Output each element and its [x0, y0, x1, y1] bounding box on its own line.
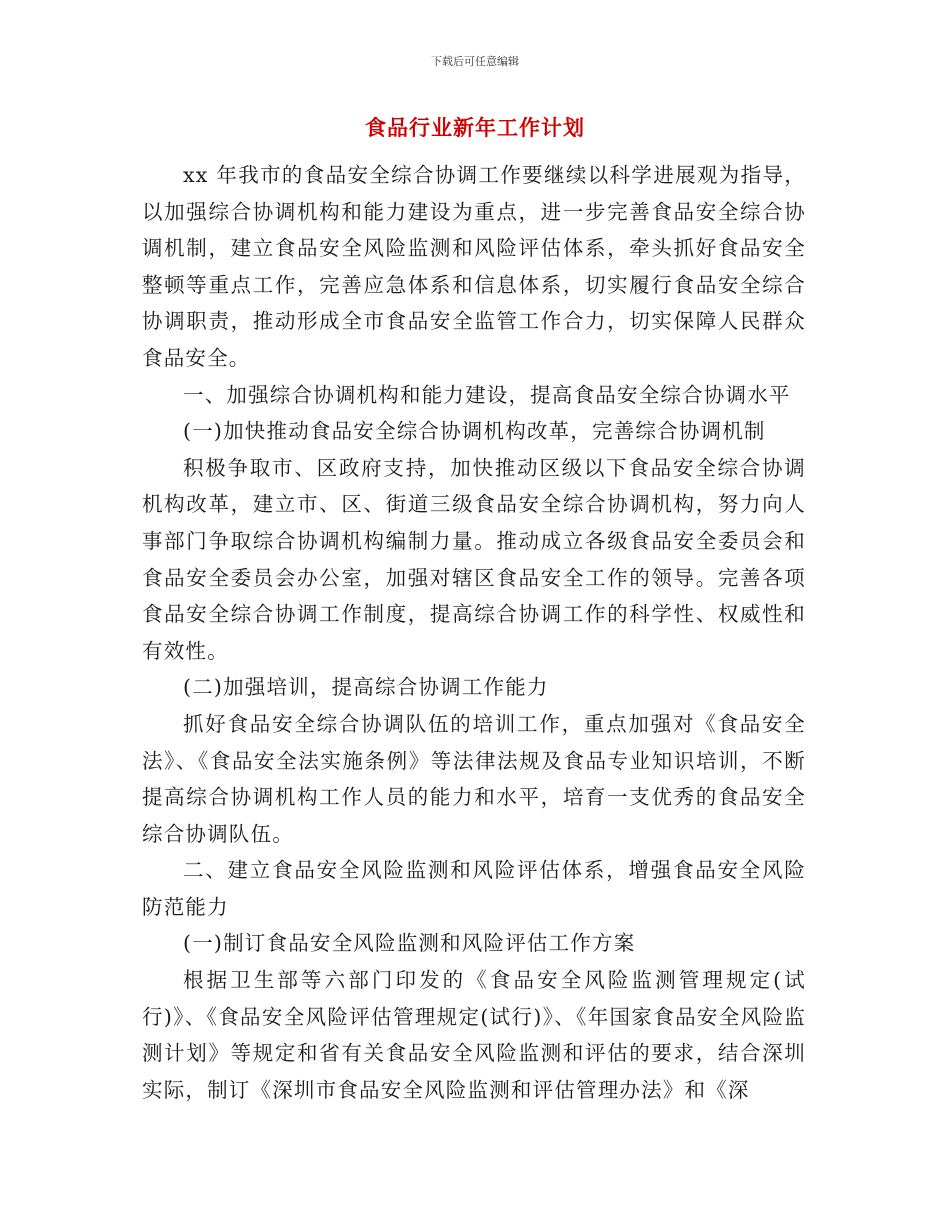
subsection-heading-1-2: (二)加强培训，提高综合协调工作能力 [183, 675, 549, 700]
paragraph-2-1: 根据卫生部等六部门印发的《食品安全风险监测管理规定(试行)》、《食品安全风险评估管理规定(试行)》、《年国家食品安全风险监测计划》等规定和省有关食品安全风险监测和评估的要求，结合深圳实际，制订《深圳市食品安全风险监测和评估管理办法》和《深 [142, 968, 806, 1102]
section-heading-1: 一、加强综合协调机构和能力建设，提高食品安全综合协调水平 [183, 382, 791, 407]
section-heading-2: 二、建立食品安全风险监测和风险评估体系，增强食品安全风险防范能力 [142, 858, 806, 919]
page-header-note: 下载后可任意编辑 [431, 55, 519, 68]
paragraph-intro: xx 年我市的食品安全综合协调工作要继续以科学进展观为指导，以加强综合协调机构和能力建设为重点，进一步完善食品安全综合协调机制，建立食品安全风险监测和风险评估体系，牵头抓好食品安全整顿等重点工作，完善应急体系和信息体系，切实履行食品安全综合协调职责，推动形成全市食品安全监管工作合力，切实保障人民群众食品安全。 [142, 163, 806, 370]
document-body [142, 157, 806, 1108]
document-title: 食品行业新年工作计划 [365, 116, 585, 140]
paragraph-1-2: 抓好食品安全综合协调队伍的培训工作，重点加强对《食品安全法》、《食品安全法实施条例》等法律法规及食品专业知识培训，不断提高综合协调机构工作人员的能力和水平，培育一支优秀的食品安全综合协调队伍。 [142, 711, 806, 846]
subsection-heading-1-1: (一)加快推动食品安全综合协调机构改革，完善综合协调机制 [183, 419, 766, 444]
subsection-heading-2-1: (一)制订食品安全风险监测和风险评估工作方案 [183, 931, 636, 956]
paragraph-1-1: 积极争取市、区政府支持，加快推动区级以下食品安全综合协调机构改革，建立市、区、街道三级食品安全综合协调机构，努力向人事部门争取综合协调机构编制力量。推动成立各级食品安全委员会和食品安全委员会办公室，加强对辖区食品安全工作的领导。完善各项食品安全综合协调工作制度，提高综合协调工作的科学性、权威性和有效性。 [142, 455, 806, 663]
